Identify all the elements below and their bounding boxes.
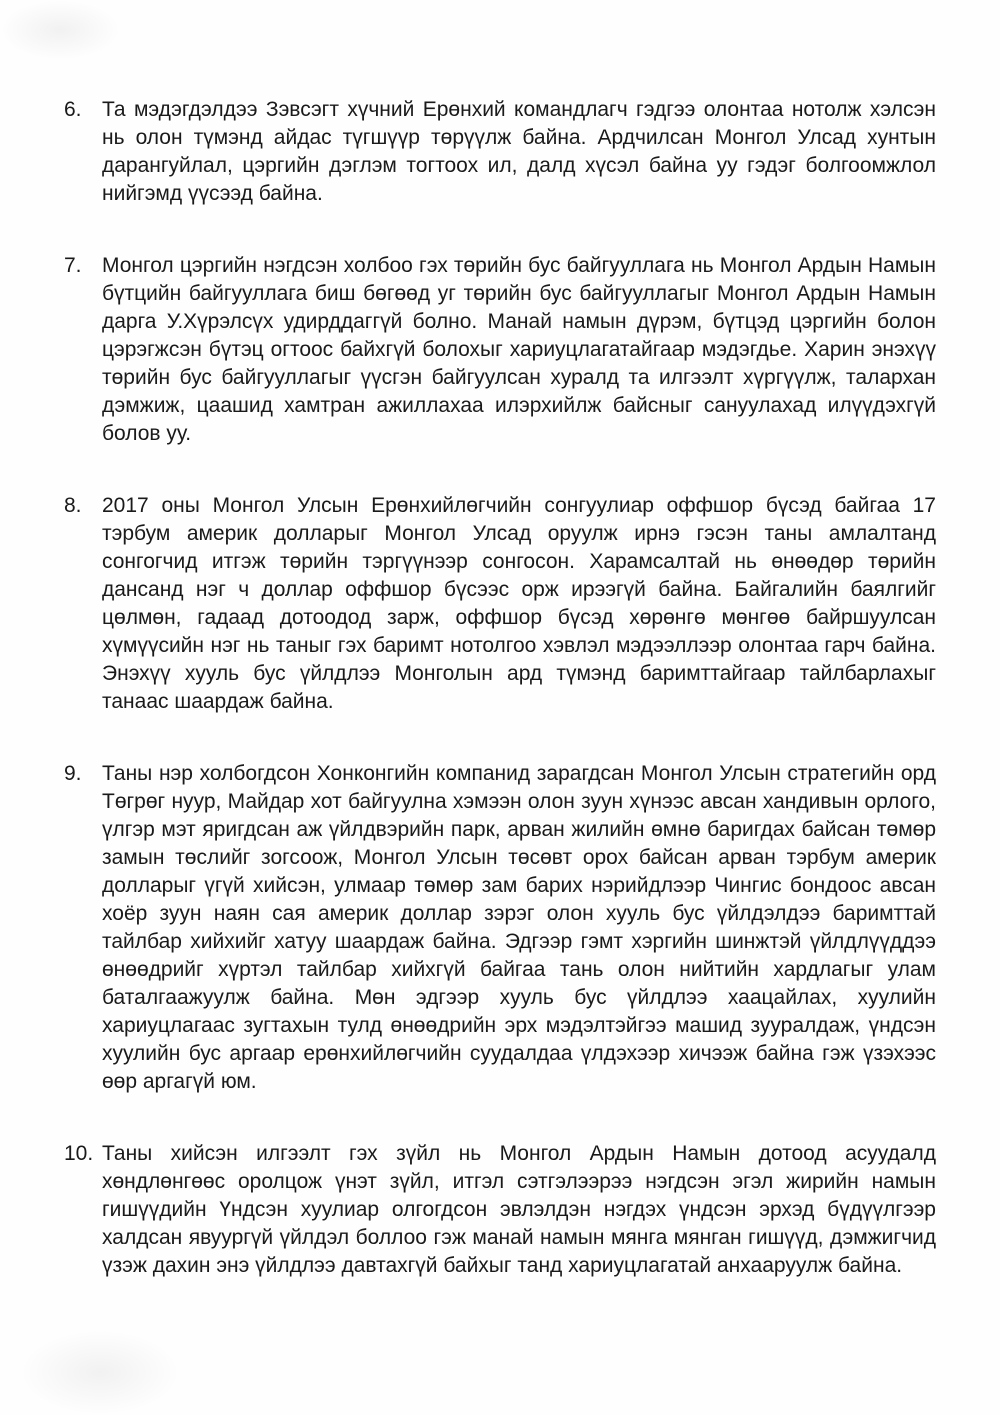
scan-noise-artifact <box>0 0 120 60</box>
paragraph-10-text: Таны хийсэн илгээлт гэх зүйл нь Монгол Ардын Намын дотоод асуудалд хөндлөнгөөс оролцож үнэт зүйл, итгэл сэтгэлээрээ нэгдсэн эгэл жирийн намын гишүүдийн Үндсэн хуулиар олгогдсон эвлэлдэн нэгдэх үндсэн эрхэд бүдүүлгээр халдсан явуургүй үйлдэл боллоо гэж манай намын мянга мянган гишүүд, дэмжигчид үзэж дахин энэ үйлдлээ давтахгүй байхыг танд хариуцлагатай анхааруулж байна. <box>102 1142 936 1277</box>
paragraph-6 <box>64 96 936 208</box>
paragraph-10-number: 10. <box>64 1142 94 1165</box>
paragraph-7-number: 7. <box>64 254 82 277</box>
paragraph-6-text: Та мэдэгдэлдээ Зэвсэгт хүчний Ерөнхий командлагч гэдгээ олонтаа нотолж хэлсэн нь олон түмэнд айдас түгшүүр төрүүлж байна. Ардчилсан Монгол Улсад хунтын дарангуйлал, цэргийн дэглэм тогтоох ил, далд хүсэл байна уу гэдэг болгоомжлол нийгэмд үүсээд байна. <box>102 98 936 205</box>
paragraph-7-text: Монгол цэргийн нэгдсэн холбоо гэх төрийн бус байгууллага нь Монгол Ардын Намын бүтцийн байгууллага биш бөгөөд уг төрийн бус байгууллагыг Монгол Ардын Намын дарга У.Хүрэлсүх удирддаггүй болно. Манай намын дүрэм, бүтцэд цэргийн болон цэрэгжсэн бүтэц огтоос байхгүй болохыг хариуцлагатайгаар мэдэгдье. Харин энэхүү төрийн бус байгууллагыг үүсгэн байгуулсан хуралд та илгээлт хүргүүлж, талархан дэмжиж, цаашид хамтран ажиллахаа илэрхийлж байсныг сануулахад илүүдэхгүй болов уу. <box>102 254 936 445</box>
paragraph-6-number: 6. <box>64 98 82 121</box>
paragraph-7 <box>64 252 936 448</box>
paragraph-9-text: Таны нэр холбогдсон Хонконгийн компанид зарагдсан Монгол Улсын стратегийн орд Төгрөг нуур, Майдар хот байгуулна хэмээн олон зуун хүнээс авсан хандивын орлого, үлгэр мэт яригдсан аж үйлдвэрийн парк, арван жилийн өмнө баригдах байсан төмөр замын төслийг зогсоож, Монгол Улсын төсөвт орох байсан арван тэрбум америк долларыг үгүй хийсэн, улмаар төмөр зам барих нэрийдлээр Чингис бондоос авсан хоёр зуун наян сая америк доллар зэрэг олон хууль бус үйлдэлдээ баримттай тайлбар хийхийг хатуу шаардаж байна. Эдгээр гэмт хэргийн шинжтэй үйлдлүүддээ өнөөдрийг хүртэл тайлбар хийхгүй байгаа тань олон нийтийн хардлагыг улам баталгаажуулж байна. Мөн эдгээр хууль бус үйлдлээ хаацайлах, хуулийн хариуцлагаас зугтахын тулд өнөөдрийн эрх мэдэлтэйгээ машид зууралдаж, үндсэн хуулийн бус аргаар ерөнхийлөгчийн суудалдаа үлдэхээр хичээж байна гэж үзэхээс өөр аргагүй юм. <box>102 762 936 1093</box>
paragraph-9-number: 9. <box>64 762 82 785</box>
paragraph-8-text: 2017 оны Монгол Улсын Ерөнхийлөгчийн сонгуулиар оффшор бүсэд байгаа 17 тэрбум америк долларыг Монгол Улсад оруулж ирнэ гэсэн таны амлалтанд сонгогчид итгэж төрийн тэргүүнээр сонгосон. Харамсалтай нь өнөөдөр төрийн дансанд нэг ч доллар оффшор бүсээс орж ирээгүй байна. Байгалийн баялгийг цөлмөн, гадаад дотоодод зарж, оффшор бүсэд хөрөнгө мөнгөө байршуулсан хүмүүсийн нэг нь таныг гэх баримт нотолгоо хэвлэл мэдээллээр олонтаа гарч байна. Энэхүү хууль бус үйлдлээ Монголын ард түмэнд баримттайгаар тайлбарлахыг танаас шаардаж байна. <box>102 494 936 713</box>
paragraph-10 <box>64 1140 936 1280</box>
paragraph-9 <box>64 760 936 1096</box>
paragraph-8 <box>64 492 936 716</box>
paragraph-8-number: 8. <box>64 494 82 517</box>
scan-noise-artifact <box>20 1330 180 1415</box>
